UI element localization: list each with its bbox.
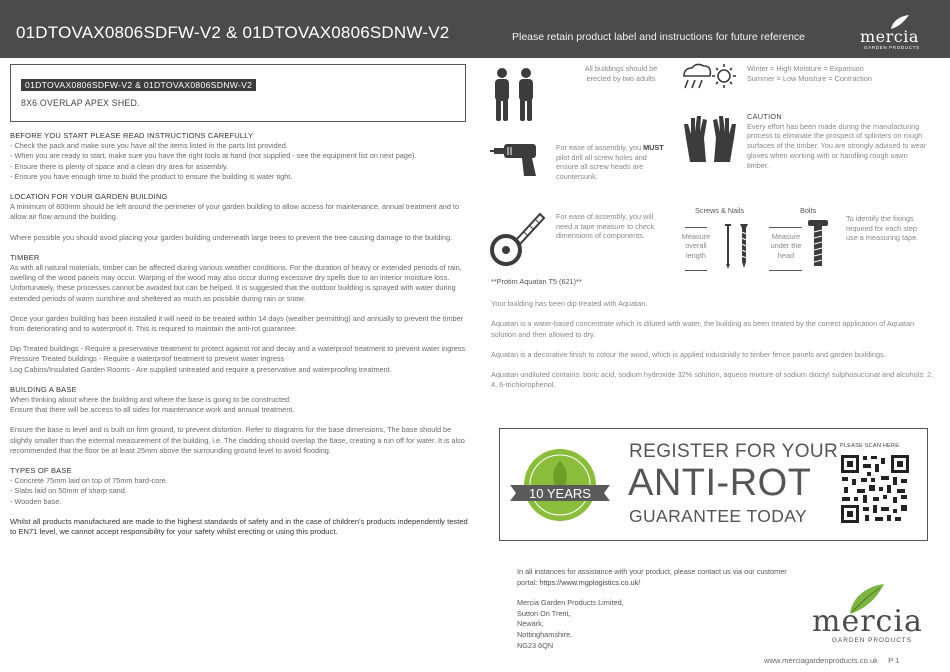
contact-line: In all instances for assistance with your product, please contact us via our customer [517,567,787,576]
scan-label: PLEASE SCAN HERE: [840,443,901,449]
bolt-icon [806,218,830,270]
before-line: - Ensure there is plenty of space and a clean dry area for assembly. [10,161,229,171]
types-title: TYPES OF BASE [10,466,72,476]
contact-section [517,567,857,651]
safety-notice: Whilst all products manufactured are made to the highest standards of safety and in the case of children's products independently tested to EN71 level, we cannot accept responsibility for your safety whilst erecting or using this product. [10,516,468,537]
footer-logo-sub: GARDEN PRODUCTS [832,637,912,644]
footer-logo-text: mercia [812,604,923,639]
base-title: BUILDING A BASE [10,384,77,394]
two-adults-icon [490,66,540,124]
address-line: Newark, [517,619,544,629]
caution-text: Every effort has been made during the manufacturing process to eliminate the prospect of splinters on rough surfaces of the timber. You are strongly advised to wear gloves when working with or handling rough sawn timber. [747,121,927,170]
register-line3: GUARANTEE TODAY [629,506,808,526]
weather-icon [680,62,738,96]
tape-measure-icon [490,210,546,268]
aquatan-text: Aquatan undiluted contains: boric acid, sodium hydroxide 32% solution, aqueos mixture of sodium dioctyl sulphosuccinat and alcohols: 2, 4, 6-trichlorophenol. [491,370,934,390]
header-model-title: 01DTOVAX0806SDFW-V2 & 01DTOVAX0806SDNW-V2 [16,23,450,42]
before-title: BEFORE YOU START PLEASE READ INSTRUCTIONS CAREFULLY [10,131,254,140]
timber-title: TIMBER [10,252,40,262]
before-line: - Ensure you have enough time to build the product to ensure the building is water tight. [10,171,293,181]
aquatan-text: Aquatan is a decorative finish to colour the wood, which is applied industrially to timber fence panels and garden buildings. [491,349,886,359]
address-line: Nottinghamshire, [517,629,573,639]
before-line: - When you are ready to start, make sure you have the right tools at hand (not supplied - see the equipment list on next page). [10,151,417,161]
weather-note: Winter = High Moisture = Expansion Summer = Low Moisture = Contraction [747,64,872,83]
base-text: When thinking about where the building and where the base is going to be constructed: [10,395,292,405]
instructions-column [10,131,470,538]
tape-note: For ease of assembly, you will need a tape measure to check dimensions of components. [556,212,655,241]
product-box [10,64,466,122]
caution-note [747,112,931,170]
gloves-icon [682,112,738,164]
header-logo [856,14,918,52]
aquatan-text: Your building has been dip treated with Aquatan. [491,299,648,309]
measure-line [685,227,707,228]
adults-note: All buildings should be erected by two adults [584,64,658,83]
address-line: NG23 6QN [517,640,554,650]
guarantee-badge-icon [508,443,612,531]
drill-icon [490,140,546,178]
page-number: P 1 [888,656,900,665]
bolts-label: Bolts [800,206,817,215]
register-banner[interactable] [499,428,928,541]
header-logo-sub: GARDEN PRODUCTS [864,45,920,50]
product-code: 01DTOVAX0806SDFW-V2 & 01DTOVAX0806SDNW-V2 [21,79,256,91]
header-bar [0,0,950,58]
footer-bar [764,656,899,665]
base-text: Ensure the base is level and is built on firm ground, to prevent distortion. Refer to diagrams for the base dimensions, The base should be slightly smaller than the external measurement of the building, i.e. The cladding should overlap the base, creating a run off for water. It is also recommended that the floor be at least 25mm above the surrounding ground level to avoid flooding. [10,425,465,455]
product-description: 8X6 OVERLAP APEX SHED. [21,98,140,108]
timber-text: Log Cabins/Insulated Garden Rooms - Are supplied untreated and require a preservative and waterproofing treatment. [10,364,392,374]
timber-text: As with all natural materials, timber can be affected during various weather conditions. For the duration of heavy or extended periods of rain, swelling of the wood panels may occur. Warping of the wood may also occur during excessive dry spells due to an interior moisture loss. Unfortunately, these processes cannot be avoided but can be helped. It is suggested that the outdoor building is sprayed with water during extended periods of warm sunshine and sheltered as much as possible during rain or snow. [10,263,462,303]
aquatan-section [491,277,941,390]
address-line: Mercia Garden Products Limited, [517,598,624,608]
measure-line [769,227,802,228]
aquatan-heading: **Protim Aquatan T5 (621)** [491,277,582,286]
location-text: Where possible you should avoid placing your garden building underneath large trees to prevent the tree causing damage to the building. [10,232,453,242]
contact-portal: portal: https://www.mgplogistics.co.uk/ [517,577,641,587]
footer-logo [810,582,930,650]
before-line: - Check the pack and make sure you have all the items listed in the parts list provided. [10,141,288,151]
types-line: - Slabs laid on 50mm of sharp sand. [10,486,127,496]
types-line: - Wooden base. [10,496,62,506]
measure-line [685,270,707,271]
under-label: Measure under the head [770,232,802,260]
types-line: - Concrete 75mm laid on top of 75mm hard-core. [10,476,168,486]
screws-label: Screws & Nails [695,206,745,215]
address-line: Sutton On Trent, [517,608,571,618]
base-text: Ensure that there will be access to all sides for maintenance work and annual treatment. [10,405,295,415]
overall-label: Measure overall length [681,232,711,260]
identify-note: To identify the fixings required for each step use a measuring tape. [846,214,919,243]
header-logo-text: mercia [860,27,919,46]
register-line2: ANTI-ROT [628,462,812,504]
badge-years: 10 YEARS [529,486,591,501]
aquatan-text: Aquatan is a water-based concentrate which is diluted with water, the building as been treated by the correct application of Aquatan solution and then allowed to dry. [491,319,915,339]
timber-text: Dip Treated buildings - Require a preservative treatment to protect against rot and decay and a waterproof treatment to prevent water ingress [10,344,466,354]
portal-link[interactable]: https://www.mgplogistics.co.uk/ [539,577,641,587]
drill-must: MUST [643,143,664,152]
website-link[interactable]: www.merciagardenproducts.co.uk [764,656,878,665]
screw-nail-icon [723,222,751,270]
qr-code-icon[interactable] [840,454,910,524]
measure-line [769,270,802,271]
drill-note: For ease of assembly, you MUST pilot drill all screw holes and ensure all screw heads are countersunk. [556,143,664,182]
location-text: A minimum of 600mm should be left around the perimeter of your garden building to allow access for maintenance, annual treatment and to allow air flow around the building. [10,202,460,222]
timber-text: Pressure Treated buildings - Require a waterproof treatment to prevent water ingress [10,354,285,364]
timber-text: Once your garden building has been installed it will need to be treated within 14 days (weather permitting) and annually to prevent the timber from deteriorating and to waterproof it. This is required to maintain the anti-rot guarantee. [10,313,464,334]
retain-notice: Please retain product label and instructions for future reference [512,31,806,43]
register-line1: REGISTER FOR YOUR [629,441,839,462]
caution-title: CAUTION [747,112,782,121]
location-title: LOCATION FOR YOUR GARDEN BUILDING [10,192,168,202]
